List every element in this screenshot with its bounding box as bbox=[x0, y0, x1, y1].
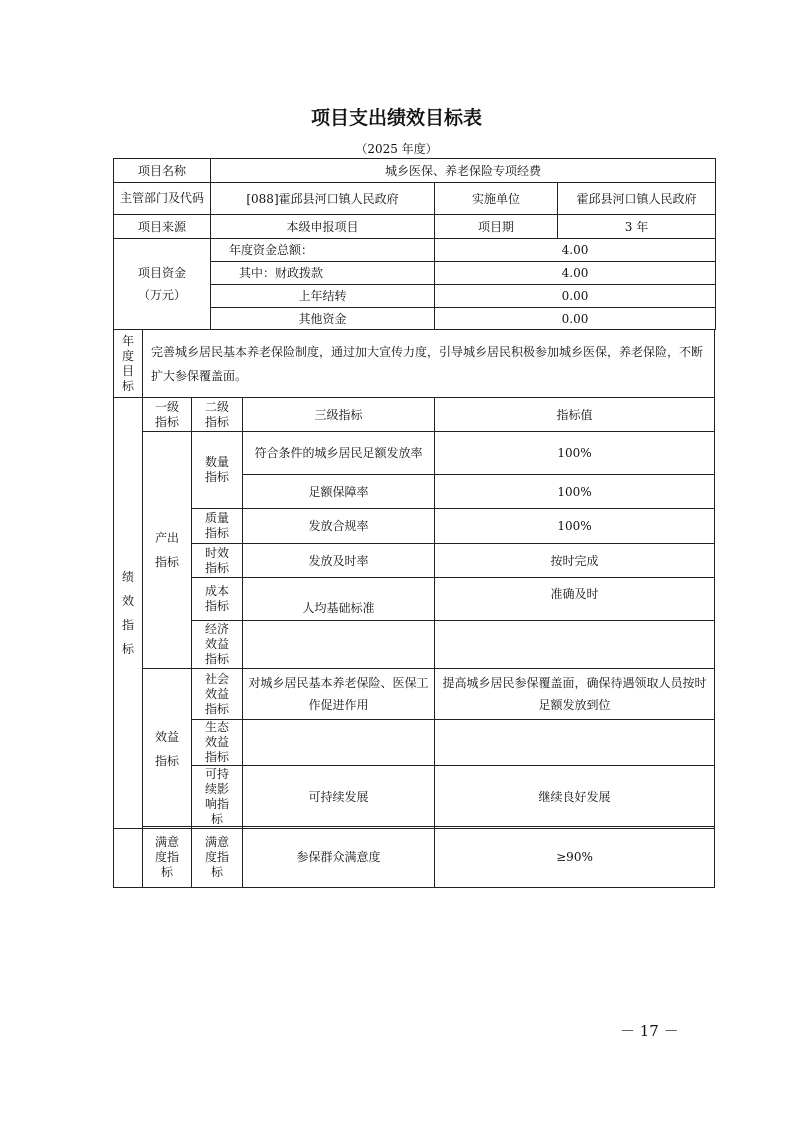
fund-value: 4.00 bbox=[435, 262, 716, 285]
l3: 参保群众满意度 bbox=[243, 827, 435, 888]
l3: 发放及时率 bbox=[243, 544, 435, 578]
l2: 成本指标 bbox=[192, 578, 243, 621]
performance-table bbox=[113, 397, 715, 829]
l3 bbox=[243, 720, 435, 766]
l2: 质量指标 bbox=[192, 509, 243, 544]
l2: 生态效益指标 bbox=[192, 720, 243, 766]
fund-value: 0.00 bbox=[435, 308, 716, 330]
l1-output: 产出指标 bbox=[143, 432, 192, 669]
fund-value: 0.00 bbox=[435, 285, 716, 308]
project-info-table bbox=[113, 158, 716, 330]
goal-text: 完善城乡居民基本养老保险制度，通过加大宣传力度，引导城乡居民积极参加城乡医保，养老保险，不断扩大参保覆盖面。 bbox=[143, 330, 715, 398]
fund-label: 上年结转 bbox=[211, 285, 435, 308]
l1-satisfaction: 满意度指标 bbox=[143, 827, 192, 888]
l2: 社会效益指标 bbox=[192, 669, 243, 720]
annual-goal-table bbox=[113, 329, 715, 398]
period: 3 年 bbox=[558, 215, 716, 239]
l2: 可持续影响指标 bbox=[192, 766, 243, 829]
value: 100% bbox=[435, 475, 715, 509]
page-title: 项目支出绩效目标表 bbox=[310, 107, 482, 129]
header: 二级指标 bbox=[192, 398, 243, 432]
goal-label: 年度目标 bbox=[114, 330, 143, 398]
fund-label: 其他资金 bbox=[211, 308, 435, 330]
header: 指标值 bbox=[435, 398, 715, 432]
value: 100% bbox=[435, 432, 715, 475]
label: 项目期 bbox=[435, 215, 558, 239]
value bbox=[435, 720, 715, 766]
source: 本级申报项目 bbox=[211, 215, 435, 239]
value: ≥90% bbox=[435, 827, 715, 888]
funds-unit: （万元） bbox=[137, 288, 186, 302]
value bbox=[435, 621, 715, 669]
funds-label-text: 项目资金 bbox=[137, 266, 186, 280]
l3: 对城乡居民基本养老保险、医保工作促进作用 bbox=[243, 669, 435, 720]
fund-value: 4.00 bbox=[435, 239, 716, 262]
value: 继续良好发展 bbox=[435, 766, 715, 829]
fund-label: 其中：财政拨款 bbox=[211, 262, 435, 285]
dept: [088]霍邱县河口镇人民政府 bbox=[211, 183, 435, 215]
l2: 时效指标 bbox=[192, 544, 243, 578]
label: 项目名称 bbox=[114, 159, 211, 183]
l2: 满意度指标 bbox=[192, 827, 243, 888]
year-subtitle: （2025 年度） bbox=[355, 142, 438, 156]
impl-unit: 霍邱县河口镇人民政府 bbox=[558, 183, 716, 215]
l3: 发放合规率 bbox=[243, 509, 435, 544]
project-name: 城乡医保、养老保险专项经费 bbox=[211, 159, 716, 183]
value: 按时完成 bbox=[435, 544, 715, 578]
perf-label: 绩效指标 bbox=[114, 398, 143, 829]
label: 实施单位 bbox=[435, 183, 558, 215]
l3 bbox=[243, 621, 435, 669]
header: 一级指标 bbox=[143, 398, 192, 432]
label: 主管部门及代码 bbox=[114, 183, 211, 215]
l2: 数量指标 bbox=[192, 432, 243, 509]
l3: 符合条件的城乡居民足额发放率 bbox=[243, 432, 435, 475]
funds-label bbox=[114, 239, 211, 330]
page-number: － 17 － bbox=[620, 1022, 679, 1040]
perf-label-continuation bbox=[114, 827, 143, 888]
fund-label: 年度资金总额： bbox=[211, 239, 435, 262]
value: 提高城乡居民参保覆盖面，确保待遇领取人员按时足额发放到位 bbox=[435, 669, 715, 720]
value: 100% bbox=[435, 509, 715, 544]
l3: 人均基础标准 bbox=[243, 578, 435, 621]
l3: 可持续发展 bbox=[243, 766, 435, 829]
l1-benefit: 效益指标 bbox=[143, 669, 192, 829]
satisfaction-table bbox=[113, 826, 715, 888]
value: 准确及时 bbox=[435, 578, 715, 621]
header: 三级指标 bbox=[243, 398, 435, 432]
label: 项目来源 bbox=[114, 215, 211, 239]
l2: 经济效益指标 bbox=[192, 621, 243, 669]
l3: 足额保障率 bbox=[243, 475, 435, 509]
